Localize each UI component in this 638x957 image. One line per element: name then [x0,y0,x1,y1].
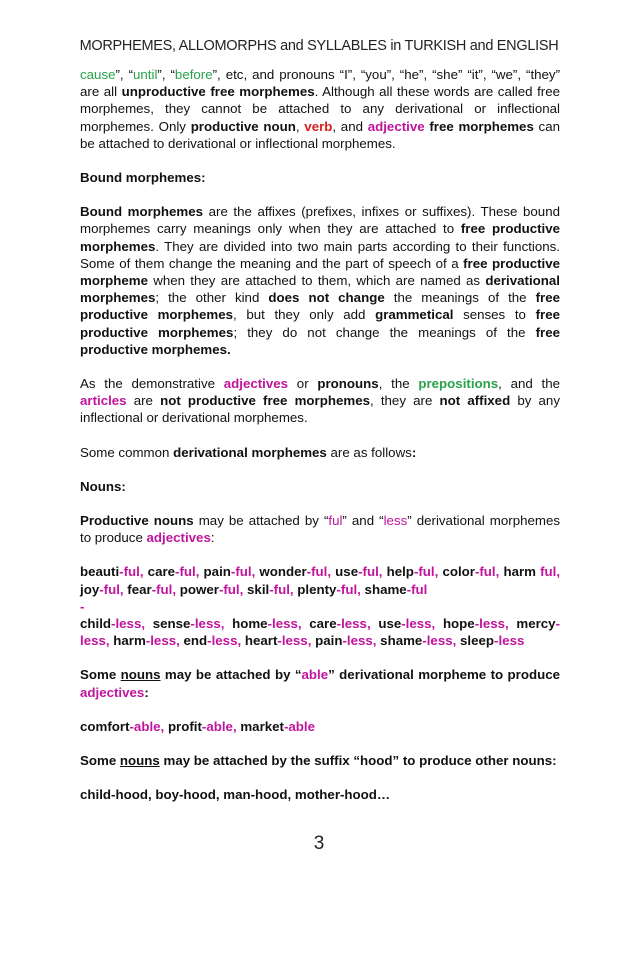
word-stem: profit [167,718,202,734]
word-suffix: ful, [540,564,561,580]
word-stem: home [232,616,268,632]
word-suffix: -less, [401,616,436,632]
word-stem: plenty [297,581,337,597]
word-stem: harm [113,633,146,649]
word-stem: joy [80,581,100,597]
text-run: Some common [80,444,174,460]
word-stem: color [442,564,475,580]
word-stem: wonder [259,564,307,580]
able-word-list [80,718,560,735]
word-stem: use [378,616,402,632]
word-suffix: -less, [336,616,371,632]
text-run: productive noun [190,118,296,134]
paragraph-demonstratives [80,375,560,427]
word-stem: shame [364,581,407,597]
text-run: free morphemes [429,118,534,134]
text-run: grammetical [375,307,454,323]
text-run: are the affixes (prefixes, infixes or suffixes). These bound morphemes carry meanings only when they are attached to [80,204,560,237]
text-run: are as follows [326,444,412,460]
word-stem: help [386,564,414,580]
word-suffix: -less, [80,616,561,649]
text-run: able [301,667,329,683]
word-stem: hope [442,616,475,632]
text-run: can be attached to derivational or inflectional morphemes. [80,118,560,151]
word-suffix: -ful, [269,581,294,597]
text-run: ”, “ [115,67,133,82]
word-suffix: -ful, [99,581,124,597]
text-run: by any inflectional or derivational morphemes. [80,393,560,426]
word-suffix: -able, [201,718,237,734]
paragraph-common-derivational [80,444,560,461]
text-run: may be attached by “ [160,667,302,683]
text-run: As the demonstrative [80,376,224,392]
text-run: or [288,376,318,392]
word-suffix: -ful [406,581,428,597]
word-stem: mercy [516,616,556,632]
word-suffix: -able [283,718,316,734]
word-suffix: -less, [145,633,180,649]
text-run: Some [80,667,121,683]
text-run: : [144,684,149,700]
text-run: derivational morphemes [80,273,560,306]
word-stem: beauti [80,564,120,580]
text-run: free productive morphemes [80,307,560,340]
text-run: , [295,118,305,134]
text-run: adjectives [80,684,145,700]
word-suffix: -less [494,633,525,649]
text-run: verb [304,118,333,134]
word-stem: child [80,616,112,632]
word-stem: power [179,581,219,597]
text-run: , and the [498,376,560,392]
word-suffix: -less, [207,633,242,649]
text-run: cause [80,67,116,82]
text-run: adjectives [146,530,211,546]
paragraph-hood-intro [80,752,560,769]
list-separator: - [80,598,85,614]
word-stem: sleep [460,633,495,649]
text-run: adjective [367,118,425,134]
word-suffix: -ful, [175,564,200,580]
word-stem: pain [315,633,343,649]
word-suffix: -able, [129,718,165,734]
word-stem: care [147,564,176,580]
word-suffix: -ful, [358,564,383,580]
text-run: until [133,67,158,82]
text-run: . Although all these words are called free morphemes, they cannot be attached to any derivational or inflectional morphemes. Only [80,84,560,134]
word-suffix: -ful, [151,581,177,597]
text-run: senses to [453,307,536,323]
word-stem: harm [503,564,541,580]
text-run: free productive morpheme [80,255,560,289]
text-run: the meanings of the [384,290,536,306]
text-run: ” derivational morphemes to produce [80,513,561,546]
text-run: ”, etc, and pronouns “I”, “you”, “he”, “she” “it”, “we”, “they” are all [80,67,561,100]
text-run: not affixed [439,393,511,409]
text-run: before [174,67,213,82]
word-stem: heart [244,633,278,649]
heading-bound-morphemes: Bound morphemes: [80,170,206,186]
word-suffix: -ful, [474,564,500,580]
text-run: free productive morphemes [80,221,560,254]
word-suffix: -ful, [413,564,439,580]
word-stem: use [335,564,359,580]
paragraph-ful-less-intro [80,512,560,546]
text-run: when they are attached to them, which are named as [147,273,486,289]
text-run: pronouns [317,376,379,392]
text-run: , but they only add [233,307,376,323]
page-number: 3 [313,833,325,854]
hood-word-list: child-hood, boy-hood, man-hood, mother-hood… [80,787,391,803]
text-run: Some [80,753,120,769]
text-run: , they are [369,393,440,409]
word-stem: fear [127,581,152,597]
word-stem: shame [380,633,423,649]
text-run: ”, “ [157,67,175,82]
text-run: ; they do not change the meanings of the [233,324,536,340]
paragraph-bound-morphemes [80,203,560,358]
text-run: : [210,530,215,546]
word-suffix: -less, [267,616,302,632]
word-suffix: -less, [474,616,509,632]
text-run: free productive morphemes. [80,324,561,357]
word-stem: end [183,633,208,649]
text-run: . They are divided into two main parts according to their functions. Some of them change the meaning and the part of speech of a [80,238,560,271]
word-stem: skil [247,581,270,597]
text-run: may be attached by the suffix “hood” to produce other nouns: [159,753,557,769]
text-run: ; the other kind [155,290,269,306]
text-run: unproductive free morphemes [121,84,315,100]
word-suffix: -less, [190,616,225,632]
running-header: MORPHEMES, ALLOMORPHS and SYLLABLES in TURKISH and ENGLISH [79,38,559,54]
word-stem: pain [203,564,231,580]
word-suffix: -less, [342,633,377,649]
text-run: adjectives [223,376,289,392]
text-run: ful [328,513,343,529]
word-suffix: -ful, [336,581,361,597]
text-run: , and [332,118,368,134]
text-run: : [411,444,417,460]
word-stem: care [309,616,337,632]
less-words [80,616,560,648]
heading-nouns: Nouns: [80,478,126,494]
text-run: nouns [120,667,161,683]
text-run: less [383,513,408,529]
ful-less-word-list [80,563,560,649]
text-run: are [126,393,161,409]
word-suffix: -ful, [306,564,332,580]
text-run: free productive morphemes [80,290,560,323]
word-suffix: -ful, [119,564,144,580]
ful-words [80,564,560,596]
paragraph-able-intro [80,666,560,700]
text-run: may be attached by “ [193,513,329,529]
text-run: does not change [268,290,385,306]
text-run: ” derivational morpheme to produce [328,667,561,683]
text-run: Bound morphemes [80,204,204,220]
text-run: ” and “ [342,513,384,529]
text-run: prepositions [418,376,499,392]
text-run: articles [80,393,127,409]
word-stem: comfort [80,718,130,734]
paragraph-free-morphemes [80,66,560,152]
word-suffix: -ful, [218,581,244,597]
text-run: Productive nouns [80,513,194,529]
text-run: not productive free morphemes [160,393,370,409]
page-body [80,66,560,821]
text-run: nouns [119,753,160,769]
word-stem: sense [152,616,191,632]
text-run: , the [378,376,419,392]
word-suffix: -less, [277,633,312,649]
word-stem: market [240,718,284,734]
word-suffix: -less, [111,616,146,632]
word-suffix: -less, [422,633,457,649]
word-suffix: -ful, [230,564,256,580]
text-run: derivational morphemes [173,444,327,460]
